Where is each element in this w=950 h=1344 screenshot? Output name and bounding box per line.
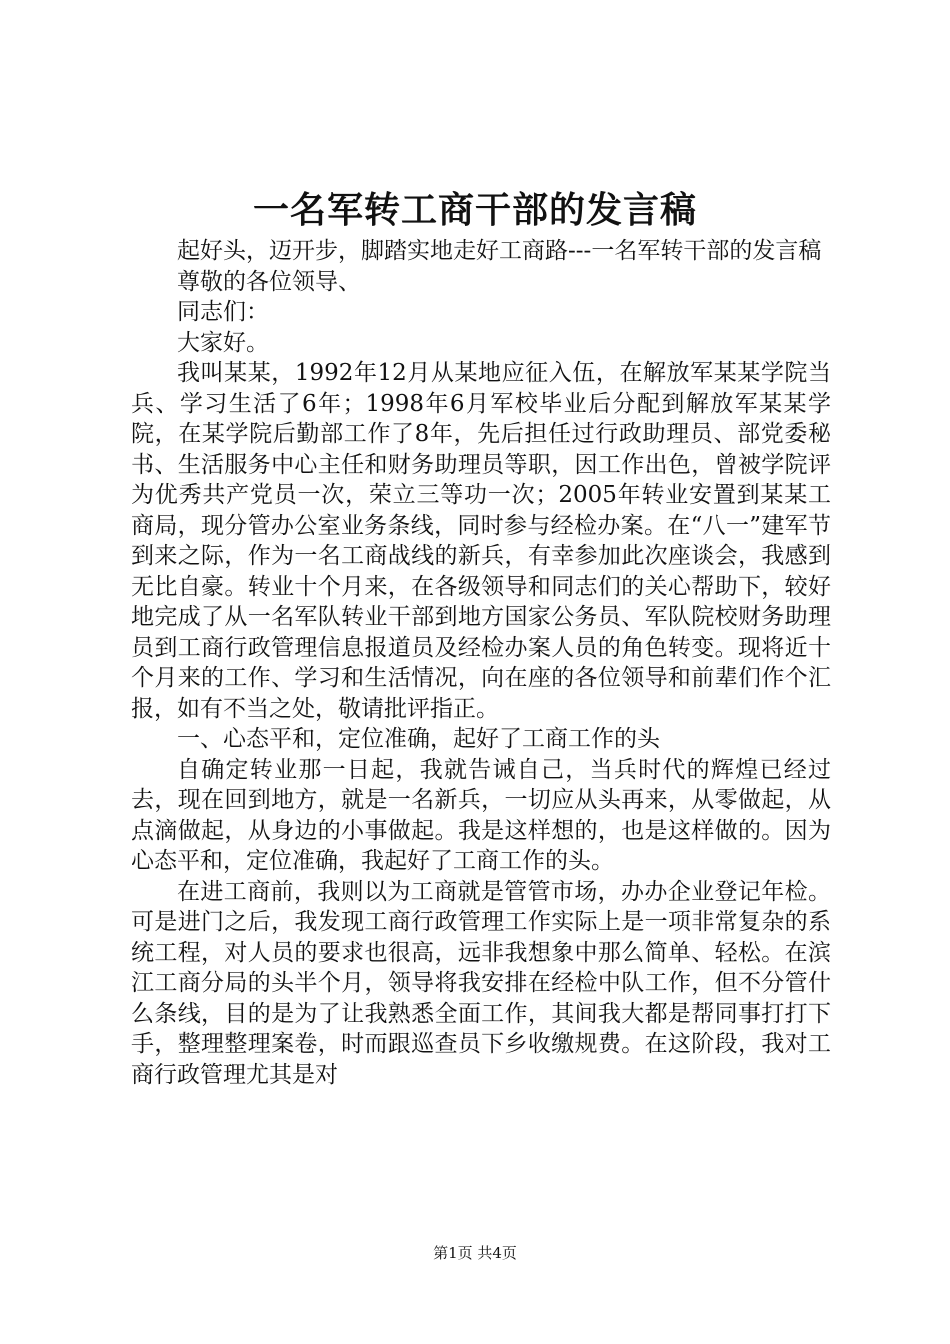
paragraph-greeting: 大家好。 [177, 329, 269, 356]
paragraph-section-1-b: 在进工商前，我则以为工商就是管管市场，办办企业登记年检。可是进门之后，我发现工商行政管理工作实际上是一项非常复杂的系统工程，对人员的要求也很高，远非我想象中那么简单、轻松。在滨江工商分局的头半个月，领导将我安排在经检中队工作，但不分管什么条线，目的是为了让我熟悉全面工作，其间我大都是帮同事打打下手，整理整理案卷，时而跟巡查员下乡收缴规费。在这阶段，我对工商行政管理尤其是对 [131, 878, 831, 1088]
paragraph-subtitle: 起好头，迈开步，脚踏实地走好工商路---一名军转干部的发言稿 [177, 238, 822, 264]
paragraph-introduction: 我叫某某，1992年12月从某地应征入伍，在解放军某某学院当兵、学习生活了6年；1998年6月军校毕业后分配到解放军某某学院，在某学院后勤部工作了8年，先后担任过行政助理员、部党委秘书、生活服务中心主任和财务助理员等职，因工作出色，曾被学院评为优秀共产党员一次，荣立三等功一次；2005年转业安置到某某工商局，现分管办公室业务条线，同时参与经检办案。在“八一”建军节到来之际，作为一名工商战线的新兵，有幸参加此次座谈会，我感到无比自豪。转业十个月来，在各级领导和同志们的关心帮助下，较好地完成了从一名军队转业干部到地方国家公务员、军队院校财务助理员到工商行政管理信息报道员及经检办案人员的角色转变。现将近十个月来的工作、学习和生活情况，向在座的各位领导和前辈们作个汇报，如有不当之处，敬请批评指正。 [131, 360, 831, 722]
paragraph-salutation-leaders: 尊敬的各位领导、 [177, 268, 361, 295]
document-title: 一名军转工商干部的发言稿 [252, 189, 697, 231]
paragraph-section-1-a: 自确定转业那一日起，我就告诫自己，当兵时代的辉煌已经过去，现在回到地方，就是一名新兵，一切应从头再来，从零做起，从点滴做起，从身边的小事做起。我是这样想的，也是这样做的。因为心态平和，定位准确，我起好了工商工作的头。 [131, 756, 831, 874]
section-heading-1: 一、心态平和，定位准确，起好了工商工作的头 [177, 726, 660, 752]
paragraph-salutation-comrades: 同志们： [177, 299, 269, 325]
page-footer: 第1页 共4页 [433, 1244, 517, 1262]
document-body [131, 236, 831, 1090]
